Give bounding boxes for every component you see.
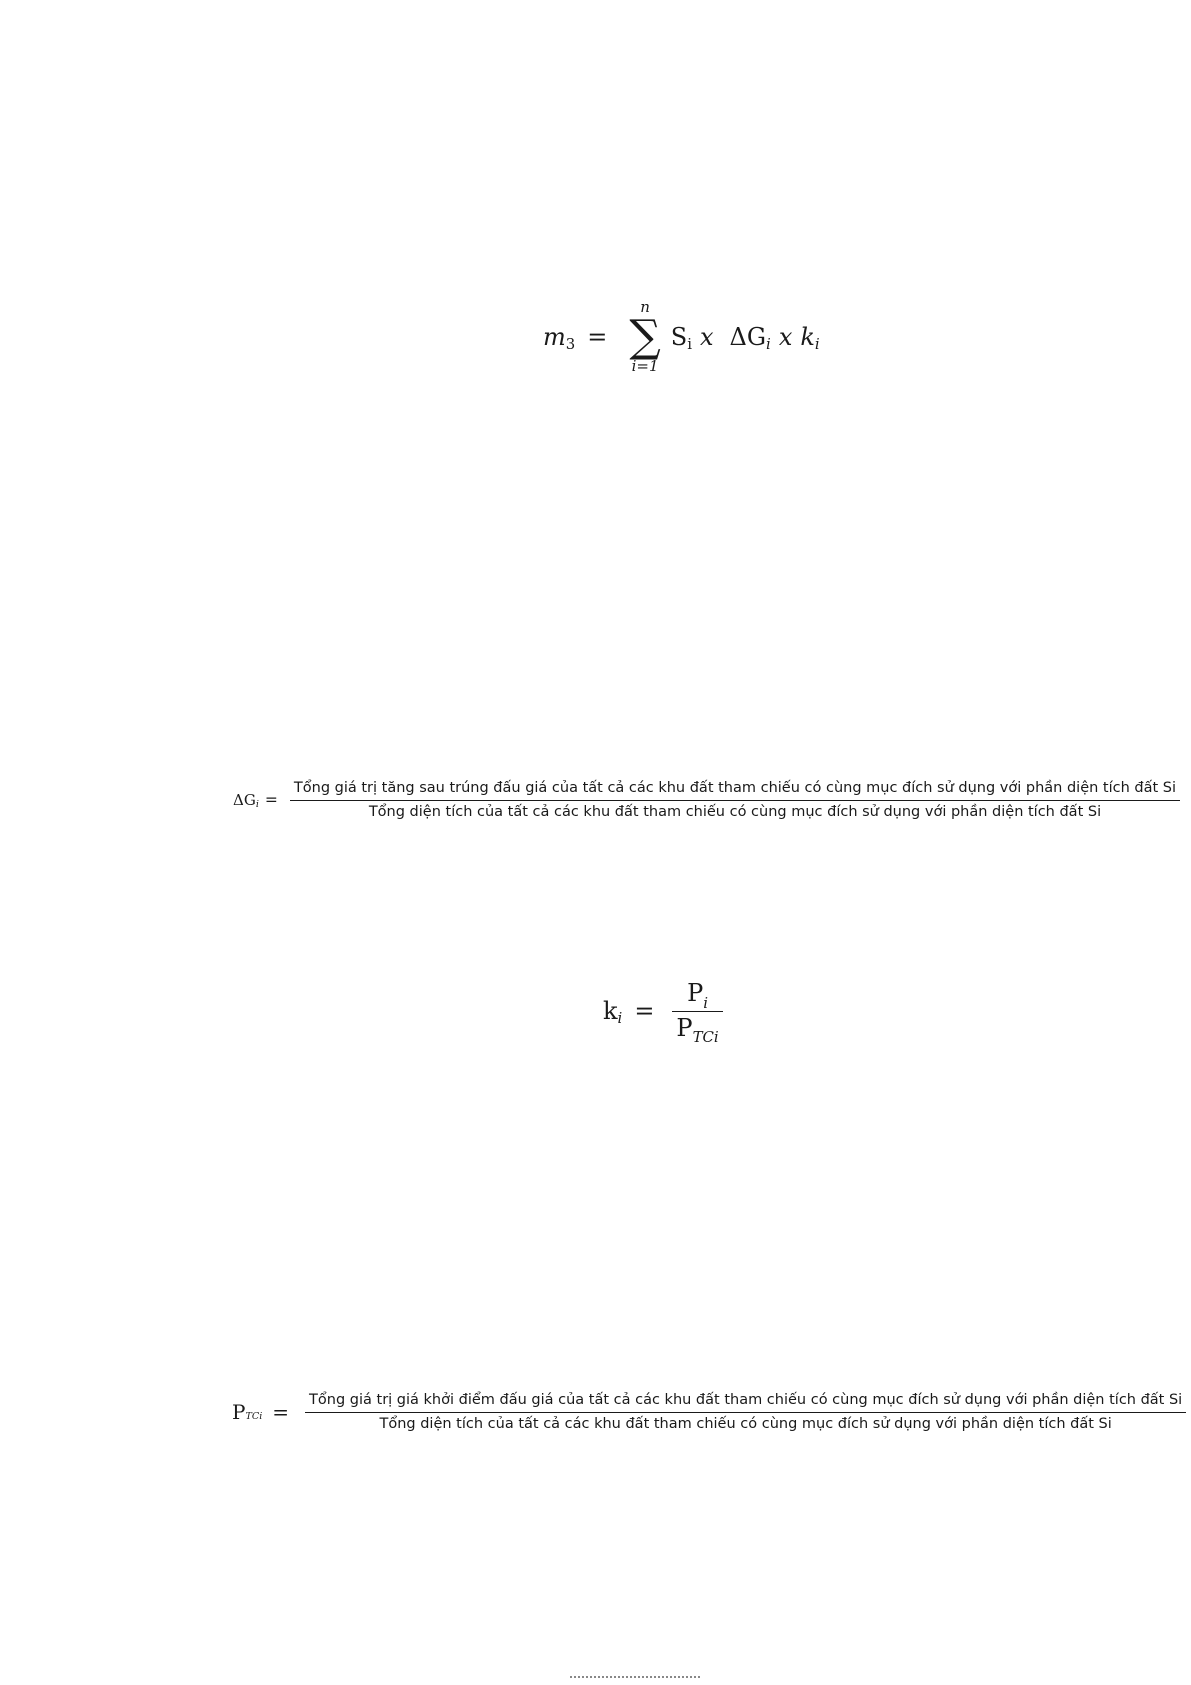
times-sign: x bbox=[699, 323, 714, 351]
numerator: Tổng giá trị giá khởi điểm đấu giá của tất cả các khu đất tham chiếu có cùng mục đích sử dụng với phần diện tích đất Si bbox=[309, 1392, 1183, 1408]
fraction-bar bbox=[305, 1412, 1186, 1413]
formula-ptci bbox=[232, 1392, 1186, 1432]
p-sub: i bbox=[703, 993, 708, 1012]
fraction bbox=[290, 780, 1180, 820]
term-delta-g: ΔG bbox=[729, 323, 767, 351]
equals-sign: = bbox=[587, 323, 608, 351]
numerator bbox=[683, 979, 712, 1012]
denominator bbox=[672, 1013, 722, 1047]
p-tci-var: P bbox=[232, 1400, 246, 1425]
formula-delta-g bbox=[233, 780, 1180, 820]
p-var: P bbox=[687, 979, 704, 1007]
fraction-bar bbox=[672, 1011, 722, 1012]
m3-var: m bbox=[543, 323, 566, 351]
k-sub: i bbox=[617, 1008, 623, 1027]
p-tci-sub: TCi bbox=[692, 1028, 719, 1047]
delta-g-var: ΔG bbox=[233, 791, 256, 810]
k-var: k bbox=[603, 997, 618, 1026]
denominator: Tổng diện tích của tất cả các khu đất tham chiếu có cùng mục đích sử dụng với phần diện tích đất Si bbox=[379, 1415, 1112, 1432]
times-sign: x bbox=[778, 323, 793, 351]
sum-upper-limit: n bbox=[640, 298, 650, 316]
equals-sign: = bbox=[634, 997, 655, 1026]
fraction bbox=[305, 1392, 1186, 1432]
term-s-sub: i bbox=[687, 334, 692, 353]
term-k-sub: i bbox=[814, 334, 820, 353]
equals-sign: = bbox=[264, 791, 278, 810]
equals-sign: = bbox=[272, 1400, 290, 1425]
footer-divider bbox=[570, 1676, 700, 1682]
m3-sub: 3 bbox=[565, 334, 576, 353]
delta-g-sub: i bbox=[255, 798, 259, 810]
sum-lower-limit: i=1 bbox=[631, 357, 659, 375]
sigma-icon: ∑ bbox=[629, 311, 661, 362]
term-s: S bbox=[670, 323, 688, 351]
formula-m3 bbox=[543, 300, 820, 374]
p-tci-sub: TCi bbox=[245, 1410, 263, 1422]
denominator: Tổng diện tích của tất cả các khu đất tham chiếu có cùng mục đích sử dụng với phần diện tích đất Si bbox=[368, 803, 1102, 820]
p-var: P bbox=[676, 1013, 693, 1042]
numerator: Tổng giá trị tăng sau trúng đấu giá của tất cả các khu đất tham chiếu có cùng mục đích sử dụng với phần diện tích đất Si bbox=[293, 780, 1177, 796]
summation bbox=[629, 300, 660, 374]
term-delta-g-sub: i bbox=[766, 334, 771, 353]
term-k: k bbox=[800, 323, 815, 351]
formula-ki bbox=[603, 979, 723, 1047]
fraction bbox=[672, 979, 722, 1047]
fraction-bar bbox=[290, 800, 1180, 801]
